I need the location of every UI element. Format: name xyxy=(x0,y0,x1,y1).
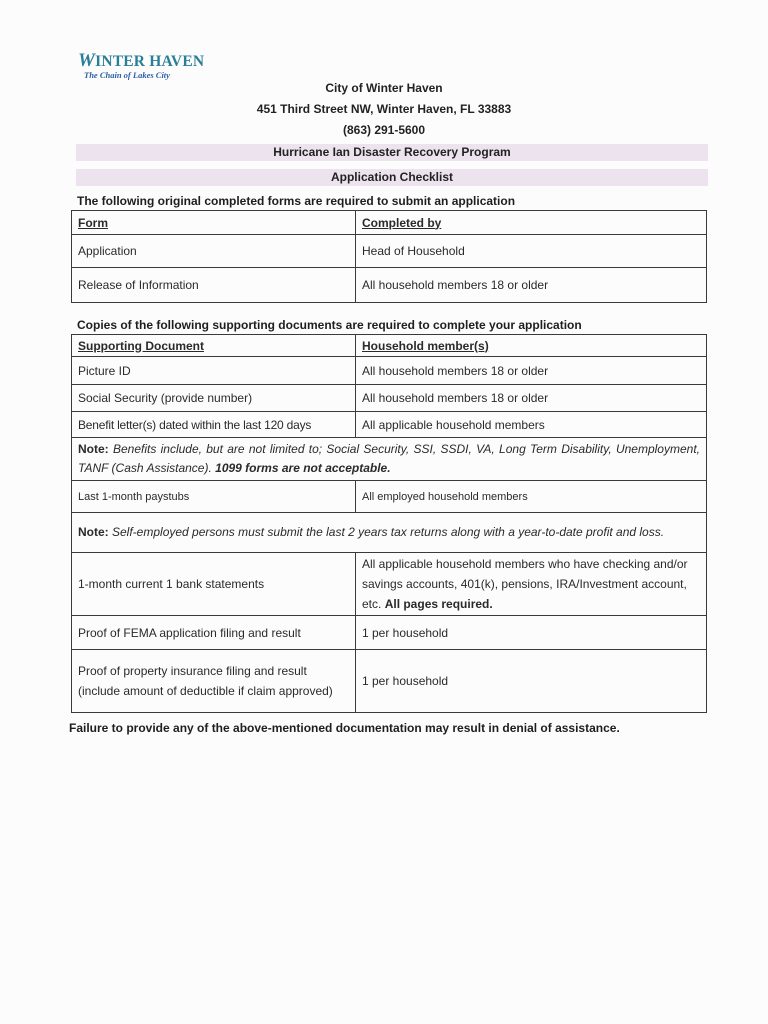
table-row xyxy=(72,412,707,438)
table-header-row xyxy=(72,211,707,235)
table-row xyxy=(72,385,707,412)
household-members: 1 per household xyxy=(356,616,707,650)
column-header-document: Supporting Document xyxy=(72,335,356,357)
document-name: Social Security (provide number) xyxy=(72,385,356,412)
column-header-household-members: Household member(s) xyxy=(356,335,707,357)
note-text: Self-employed persons must submit the last 2 years tax returns along with a year-to-date profit and loss. xyxy=(108,525,665,539)
supporting-documents-table xyxy=(71,334,707,713)
note-label: Note: xyxy=(78,525,109,539)
completed-by: Head of Household xyxy=(356,235,707,268)
note-emphasis: 1099 forms are not acceptable. xyxy=(215,461,391,475)
logo-wordmark: WINTER HAVEN xyxy=(78,50,205,71)
table-row xyxy=(72,357,707,385)
table-row xyxy=(72,268,707,303)
org-phone: (863) 291-5600 xyxy=(342,123,426,137)
self-employed-note-row xyxy=(72,513,707,553)
bank-who-emphasis: All pages required. xyxy=(384,597,493,611)
table-row xyxy=(72,553,707,616)
forms-table xyxy=(71,210,707,303)
logo-tagline: The Chain of Lakes City xyxy=(84,70,170,80)
form-name: Release of Information xyxy=(72,268,356,303)
table-row xyxy=(72,481,707,513)
household-members: All household members 18 or older xyxy=(356,357,707,385)
docs-section-intro: Copies of the following supporting documents are required to complete your application xyxy=(77,318,582,332)
document-name: Last 1-month paystubs xyxy=(72,481,356,513)
logo-name: INTER HAVEN xyxy=(95,53,205,70)
org-name: City of Winter Haven xyxy=(325,81,443,95)
column-header-form: Form xyxy=(72,211,356,235)
note-label: Note: xyxy=(78,442,109,456)
household-members: 1 per household xyxy=(356,650,707,713)
form-name: Application xyxy=(72,235,356,268)
household-members xyxy=(356,553,707,616)
column-header-completed-by: Completed by xyxy=(356,211,707,235)
household-members: All applicable household members xyxy=(356,412,707,438)
table-row xyxy=(72,650,707,713)
document-name: Benefit letter(s) dated within the last 120 days xyxy=(72,412,356,438)
document-name: 1-month current 1 bank statements xyxy=(72,553,356,616)
completed-by: All household members 18 or older xyxy=(356,268,707,303)
table-header-row xyxy=(72,335,707,357)
document-name: Proof of FEMA application filing and result xyxy=(72,616,356,650)
household-members: All household members 18 or older xyxy=(356,385,707,412)
org-address: 451 Third Street NW, Winter Haven, FL 33883 xyxy=(256,102,512,116)
document-name: Picture ID xyxy=(72,357,356,385)
self-employed-note xyxy=(72,513,707,553)
denial-warning: Failure to provide any of the above-mentioned documentation may result in denial of assistance. xyxy=(69,721,620,735)
benefits-note-row xyxy=(72,438,707,481)
document-name: Proof of property insurance filing and result (include amount of deductible if claim approved) xyxy=(72,650,356,713)
household-members: All employed household members xyxy=(356,481,707,513)
table-row xyxy=(72,235,707,268)
table-row xyxy=(72,616,707,650)
benefits-note xyxy=(72,438,707,481)
document-title: Application Checklist xyxy=(76,169,708,186)
note-text: Benefits include, but are not limited to; Social Security, SSI, SSDI, VA, Long Term Disability, Unemployment, TANF (Cash Assistance). xyxy=(78,442,700,475)
bank-who-text: All applicable household members who have checking and/or savings accounts, 401(k), pensions, IRA/Investment account, etc. xyxy=(362,557,688,611)
program-title: Hurricane Ian Disaster Recovery Program xyxy=(76,144,708,161)
forms-section-intro: The following original completed forms are required to submit an application xyxy=(77,194,516,208)
